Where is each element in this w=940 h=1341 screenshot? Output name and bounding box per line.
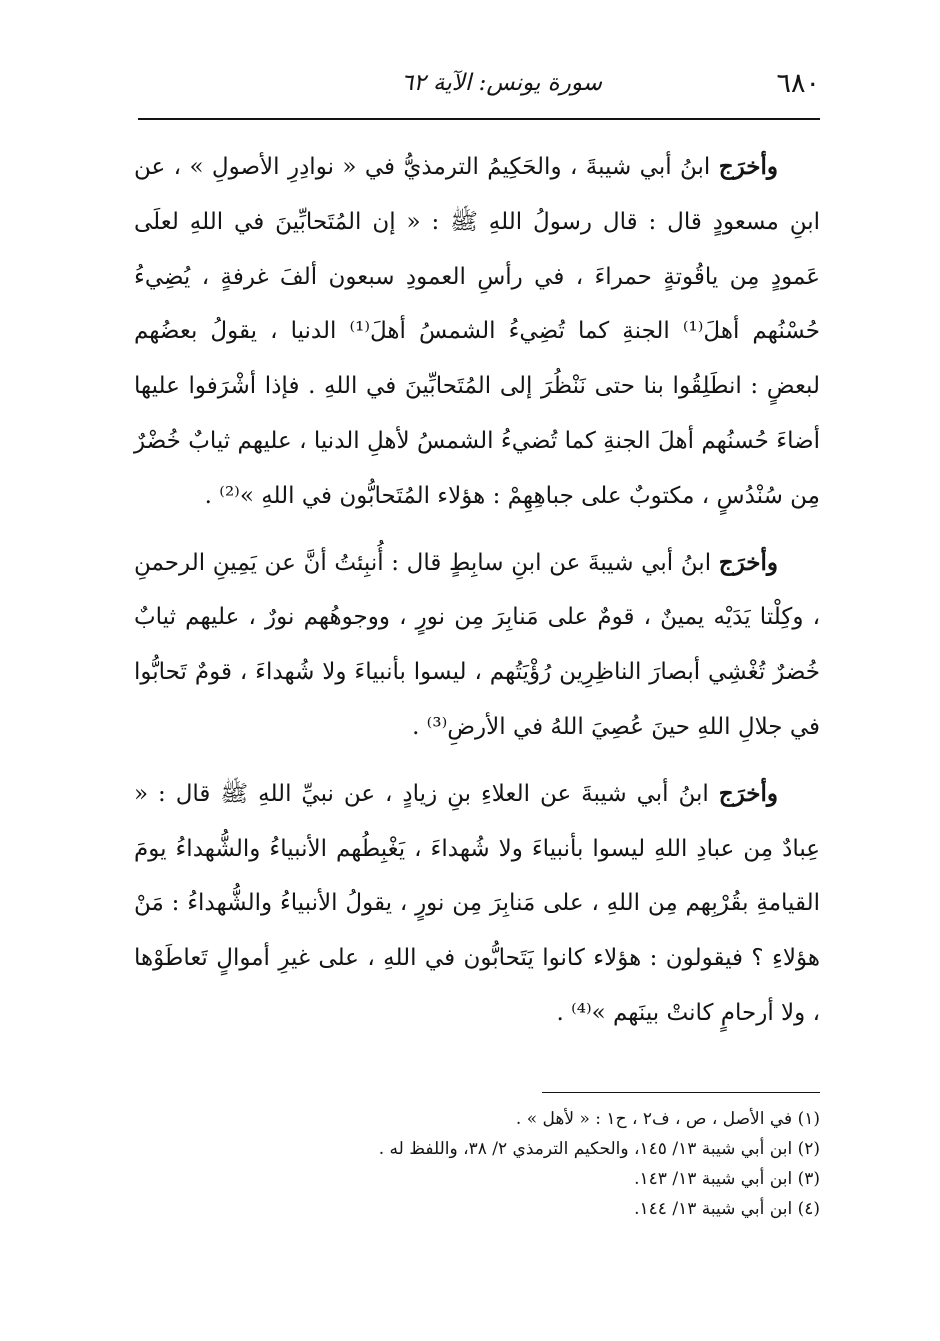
footnote: (٢) ابن أبي شيبة ١٣/ ١٤٥، والحكيم الترمذي ٢/ ٣٨، واللفظ له .	[378, 1139, 820, 1159]
paragraph-lead: وأخرَج	[718, 779, 779, 807]
main-text	[134, 140, 820, 1053]
footnote: (٤) ابن أبي شيبة ١٣/ ١٤٤.	[634, 1199, 820, 1219]
running-title: سورة يونس: الآية ٦٢	[401, 70, 602, 96]
page-number: ٦٨٠	[776, 68, 820, 99]
footnotes	[134, 1104, 820, 1224]
footnote: (٣) ابن أبي شيبة ١٣/ ١٤٣.	[634, 1169, 820, 1189]
paragraph	[134, 536, 820, 755]
paragraph	[134, 140, 820, 524]
paragraph-text: ابنُ أبي شيبةَ عن العلاءِ بنِ زيادٍ ، عن نبيِّ اللهِ ﷺ قال : « عِبادٌ مِن عبادِ اللهِ ليسوا بأنبياءَ ولا شُهداءَ ، يَغْبِطُهم الأنبياءُ والشُّهداءُ يومَ القيامةِ بقُرْبِهم مِن اللهِ ، على مَنابِرَ مِن نورٍ ، يقولُ الأنبياءُ والشُّهداءُ : مَنْ هؤلاءِ ؟ فيقولون : هؤلاء كانوا يَتَحابُّون في اللهِ ، على غيرِ أموالٍ تَعاطَوْها ، ولا أرحامٍ كانتْ بينَهم »⁽⁴⁾ .	[134, 780, 820, 1026]
paragraph-text: ابنُ أبي شيبةَ عن ابنِ سابِطٍ قال : أُنبِئتُ أنَّ عن يَمِينِ الرحمنِ ، وكِلْتا يَدَيْه يمينٌ ، قومٌ على مَنابِرَ مِن نورٍ ، ووجوهُهم نورٌ ، عليهم ثيابٌ خُضرٌ تُغْشِي أبصارَ الناظِرِين رُؤْيَتُهم ، ليسوا بأنبياءَ ولا شُهداءَ ، قومٌ تَحابُّوا في جلالِ اللهِ حينَ عُصِيَ اللهُ في الأرضِ⁽³⁾ .	[134, 549, 820, 740]
header-rule	[138, 118, 820, 120]
footnote-rule	[542, 1092, 820, 1093]
paragraph-text: ابنُ أبي شيبةَ ، والحَكِيمُ الترمذيُّ في « نوادِرِ الأصولِ » ، عن ابنِ مسعودٍ قال : قال رسولُ اللهِ ﷺ : « إن المُتَحابِّينَ في اللهِ لعلَى عَمودٍ مِن ياقُوتةٍ حمراءَ ، في رأسِ العمودِ سبعون ألفَ غرفةٍ ، يُضِيءُ حُسْنُهم أهلَ⁽¹⁾ الجنةِ كما تُضِيءُ الشمسُ أهلَ⁽¹⁾ الدنيا ، يقولُ بعضُهم لبعضٍ : انطَلِقُوا بنا حتى نَنْظُرَ إلى المُتَحابِّينَ في اللهِ . فإذا أشْرَفوا عليها أضاءَ حُسنُهم أهلَ الجنةِ كما تُضيءُ الشمسُ لأهلِ الدنيا ، عليهم ثيابٌ خُضْرٌ مِن سُنْدُسٍ ، مكتوبٌ على جباهِهِمْ : هؤلاء المُتَحابُّون في اللهِ »⁽²⁾ .	[134, 154, 820, 509]
footnote: (١) في الأصل ، ص ، ف٢ ، ح١ : « لأهل » .	[515, 1109, 820, 1129]
paragraph	[134, 767, 820, 1041]
page-header	[138, 58, 820, 110]
paragraph-lead: وأخرَج	[718, 153, 778, 180]
paragraph-lead: وأخرَج	[718, 548, 778, 576]
